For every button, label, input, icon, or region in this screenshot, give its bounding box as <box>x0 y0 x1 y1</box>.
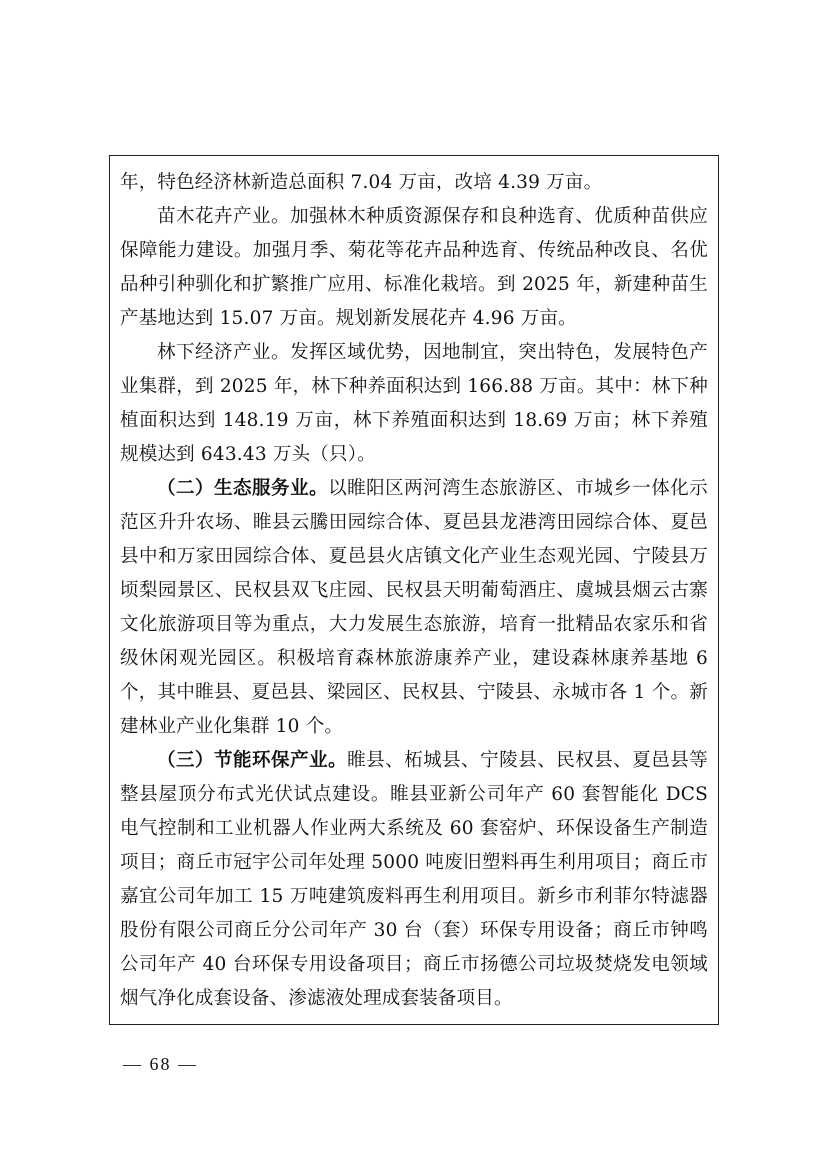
section-heading: （二）生态服务业。 <box>157 478 329 499</box>
section-heading: （三）节能环保产业。 <box>157 750 348 771</box>
paragraph-continuation <box>120 166 708 200</box>
paragraph-understory-economy <box>120 336 708 472</box>
paragraph-text: 以睢阳区两河湾生态旅游区、市城乡一体化示范区升升农场、睢县云騰田园综合体、夏邑县龙港湾田园综合体、夏邑县中和万家田园综合体、夏邑县火店镇文化产业生态观光园、宁陵县万顷梨园景区、民权县双飞庄园、民权县天明葡萄酒庄、虞城县烟云古寨文化旅游项目等为重点，大力发展生态旅游，培育一批精品农家乐和省级休闲观光园区。积极培育森林旅游康养产业，建设森林康养基地 6 个，其中睢县、夏邑县、梁园区、民权县、宁陵县、永城市各 1 个。新建林业产业化集群 10 个。 <box>120 478 708 737</box>
paragraph-text: 睢县、柘城县、宁陵县、民权县、夏邑县等整县屋顶分布式光伏试点建设。睢县亚新公司年产 60 套智能化 DCS 电气控制和工业机器人作业两大系统及 60 套窑炉、环保设备生产制造项目；商丘市冠宇公司年处理 5000 吨废旧塑料再生利用项目；商丘市嘉宜公司年加工 15 万吨建筑废料再生利用项目。新乡市利菲尔特滤器股份有限公司商丘分公司年产 30 台（套）环保专用设备；商丘市钟鸣公司年产 40 台环保专用设备项目；商丘市扬德公司垃圾焚烧发电领域烟气净化成套设备、渗滤液处理成套装备项目。 <box>120 750 708 1009</box>
page-number: — 68 — <box>123 1054 198 1074</box>
paragraph-text: 林下经济产业。发挥区域优势，因地制宜，突出特色，发展特色产业集群，到 2025 年，林下种养面积达到 166.88 万亩。其中：林下种植面积达到 148.19 万亩，林下养殖面积达到 18.69 万亩；林下养殖规模达到 643.43 万头（只）。 <box>120 342 709 465</box>
paragraph-energy-saving <box>120 744 708 1016</box>
paragraph-text: 苗木花卉产业。加强林木种质资源保存和良种选育、优质种苗供应保障能力建设。加强月季、菊花等花卉品种选育、传统品种改良、名优品种引种驯化和扩繁推广应用、标准化栽培。到 2025 年，新建种苗生产基地达到 15.07 万亩。规划新发展花卉 4.96 万亩。 <box>120 206 708 329</box>
paragraph-ecological-services <box>120 472 708 744</box>
paragraph-seedling-flower <box>120 200 708 336</box>
content-frame <box>109 155 719 1025</box>
paragraph-text: 年，特色经济林新造总面积 7.04 万亩，改培 4.39 万亩。 <box>120 172 603 193</box>
